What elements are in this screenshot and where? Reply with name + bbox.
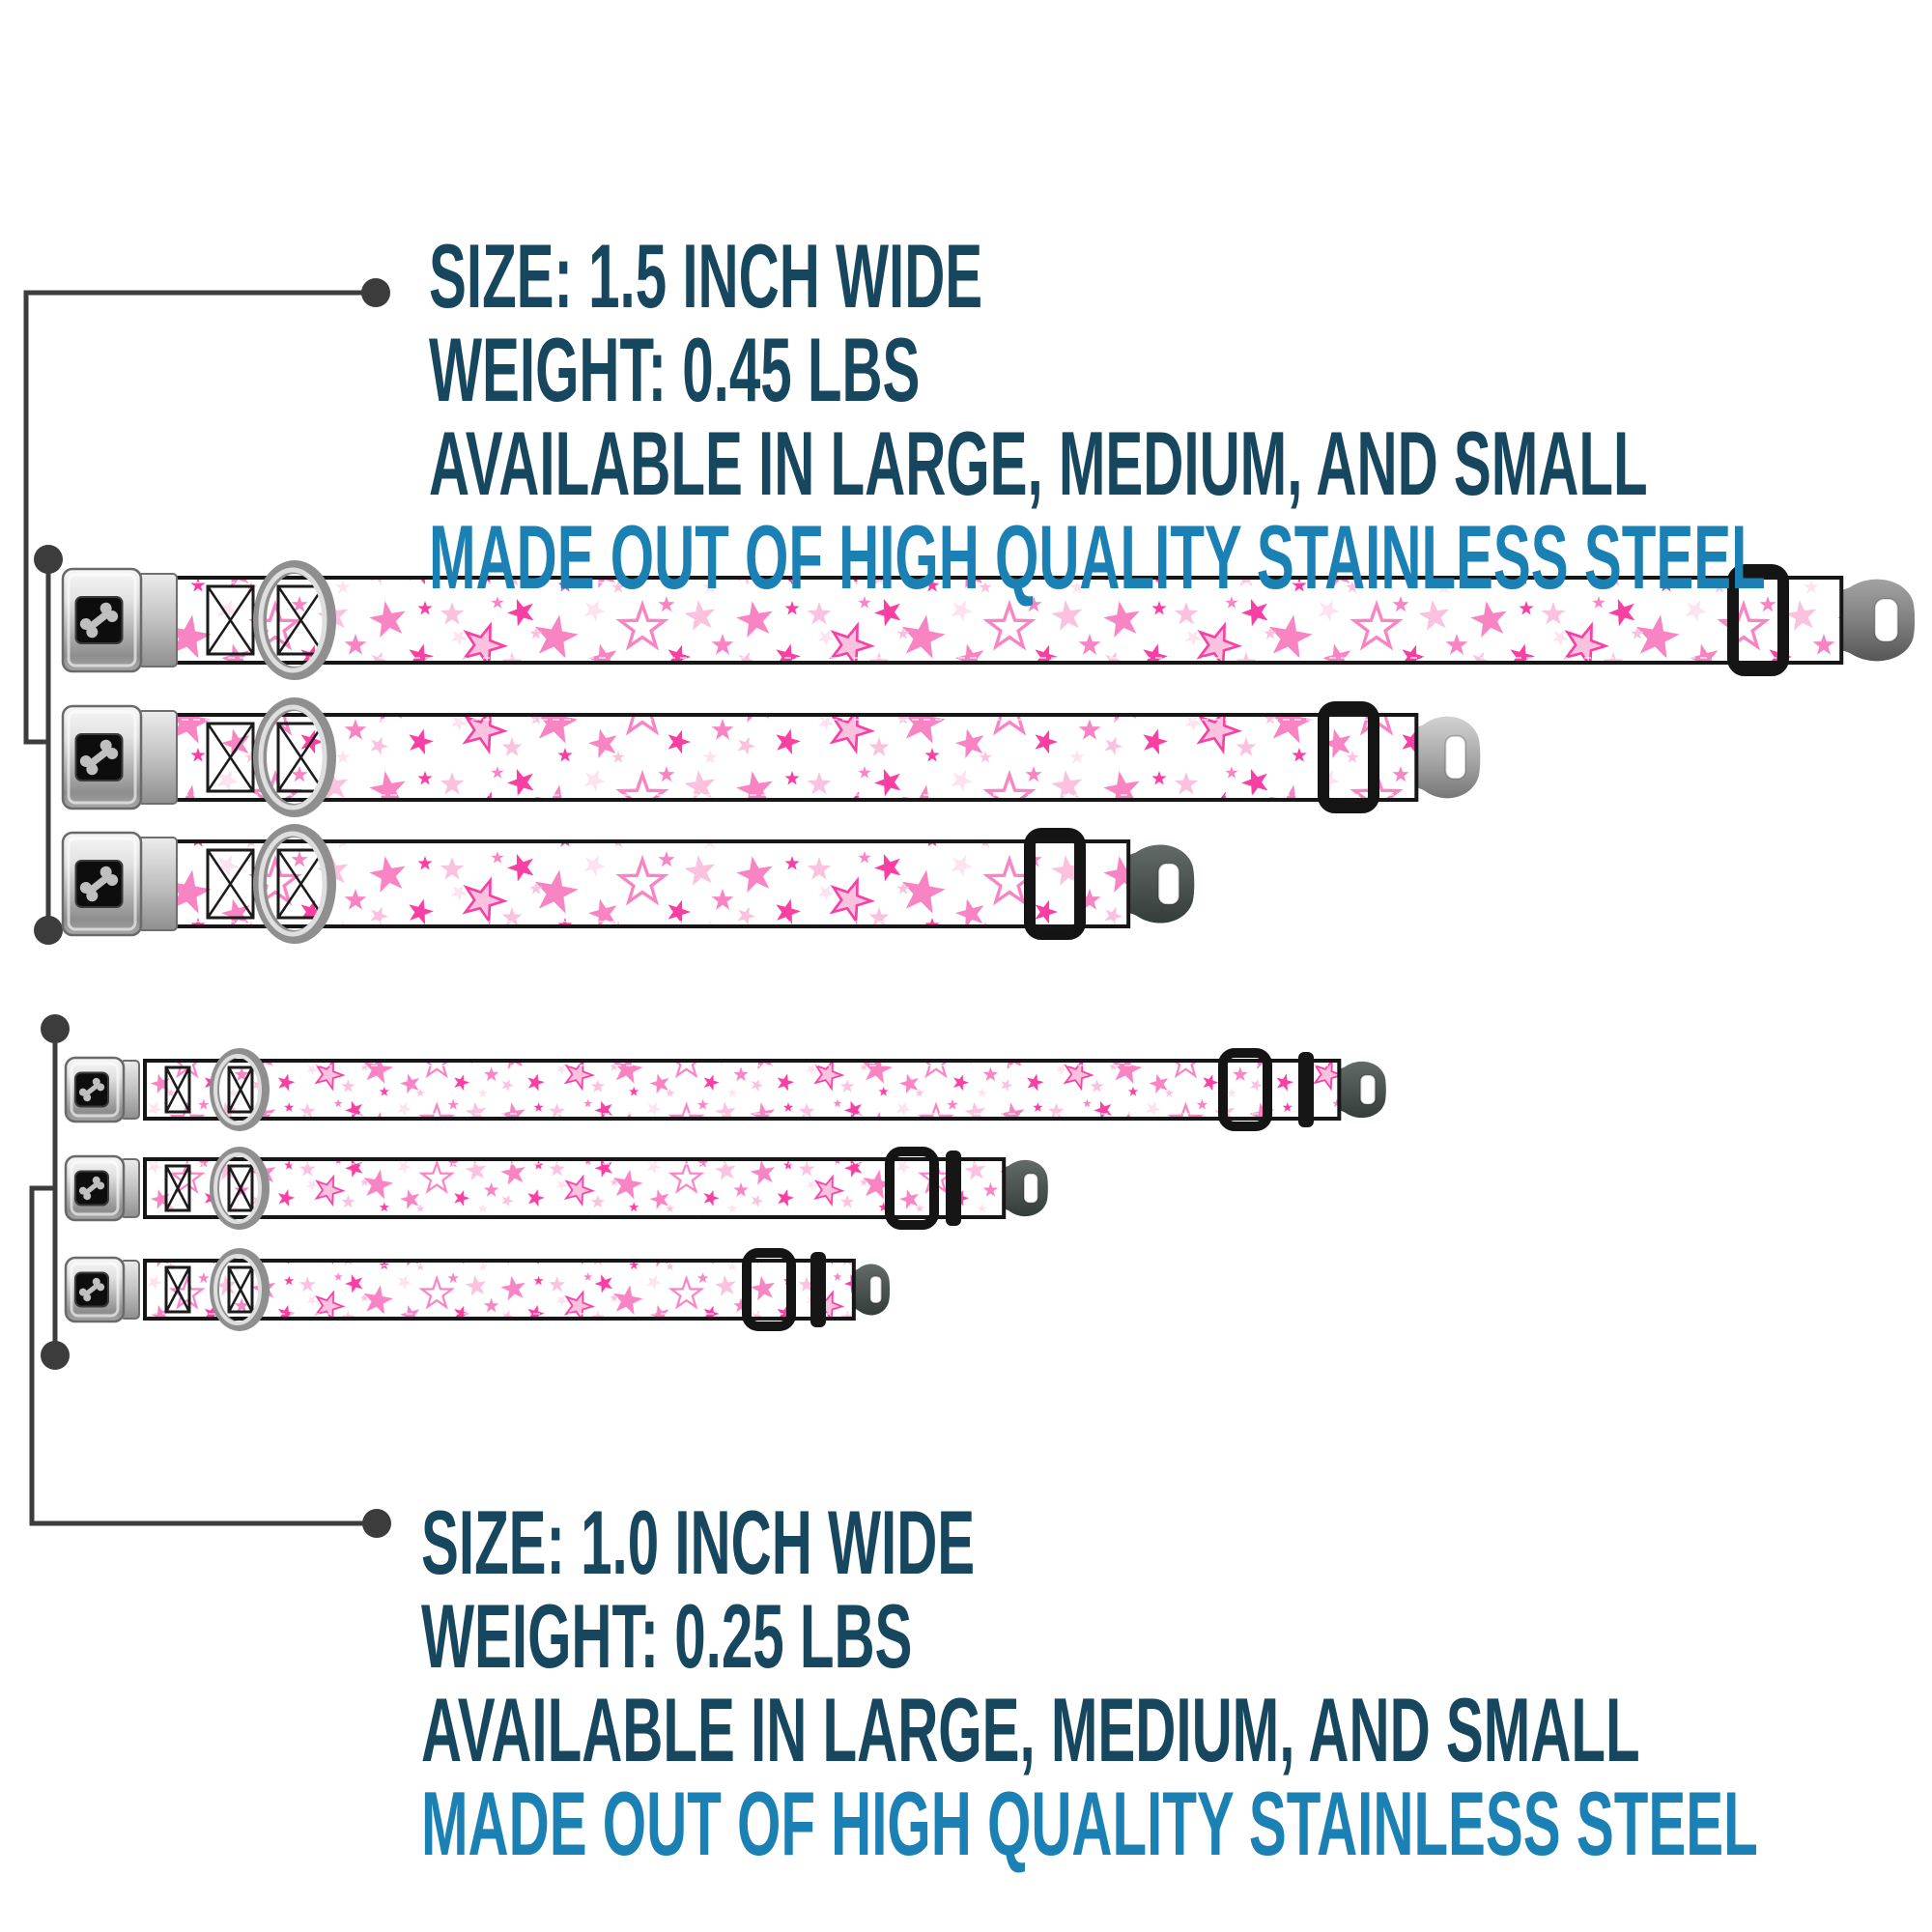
spec-weight-large: WEIGHT: 0.45 LBS (429, 319, 921, 420)
spec-text-large-collars (429, 225, 1766, 608)
spec-text-small-collars (421, 1492, 1758, 1874)
spec-size-large: SIZE: 1.5 INCH WIDE (429, 225, 983, 327)
callout-dot (361, 278, 390, 307)
tab-slot (1158, 864, 1179, 904)
collar-1p5in-medium (63, 704, 1480, 810)
spec-availability-small: AVAILABLE IN LARGE, MEDIUM, AND SMALL (421, 1679, 1640, 1780)
tab-slot (1875, 599, 1898, 641)
spec-material-small: MADE OUT OF HIGH QUALITY STAINLESS STEEL (421, 1773, 1758, 1874)
keeper-loop (1298, 1052, 1314, 1127)
callout-dot (41, 1014, 70, 1043)
buckle-latch (138, 574, 177, 667)
callout-dot (34, 545, 63, 574)
buckle-latch (138, 838, 177, 930)
webbing-strap (145, 1061, 1339, 1119)
callout-dot (362, 1509, 391, 1538)
webbing-strap (145, 1159, 1004, 1217)
webbing-strap (153, 841, 1128, 926)
collar-1in-large (66, 1052, 1386, 1127)
tab-slot (870, 1276, 882, 1303)
tab-slot (1445, 736, 1465, 779)
collar-1in-small (66, 1252, 890, 1327)
buckle-latch (138, 711, 177, 804)
collar-1in-medium (66, 1151, 1048, 1226)
spec-availability-large: AVAILABLE IN LARGE, MEDIUM, AND SMALL (429, 412, 1648, 514)
callout-dot (34, 916, 63, 945)
spec-size-small: SIZE: 1.0 INCH WIDE (421, 1492, 976, 1593)
tab-slot (1024, 1174, 1037, 1203)
spec-weight-small: WEIGHT: 0.25 LBS (421, 1585, 913, 1687)
keeper-loop (946, 1151, 961, 1226)
tab-slot (1360, 1075, 1375, 1104)
callout-dot (41, 1341, 70, 1370)
collar-1p5in-small (63, 831, 1194, 937)
webbing-strap (153, 715, 1416, 800)
spec-material-large: MADE OUT OF HIGH QUALITY STAINLESS STEEL (429, 506, 1766, 608)
keeper-loop (810, 1252, 826, 1327)
